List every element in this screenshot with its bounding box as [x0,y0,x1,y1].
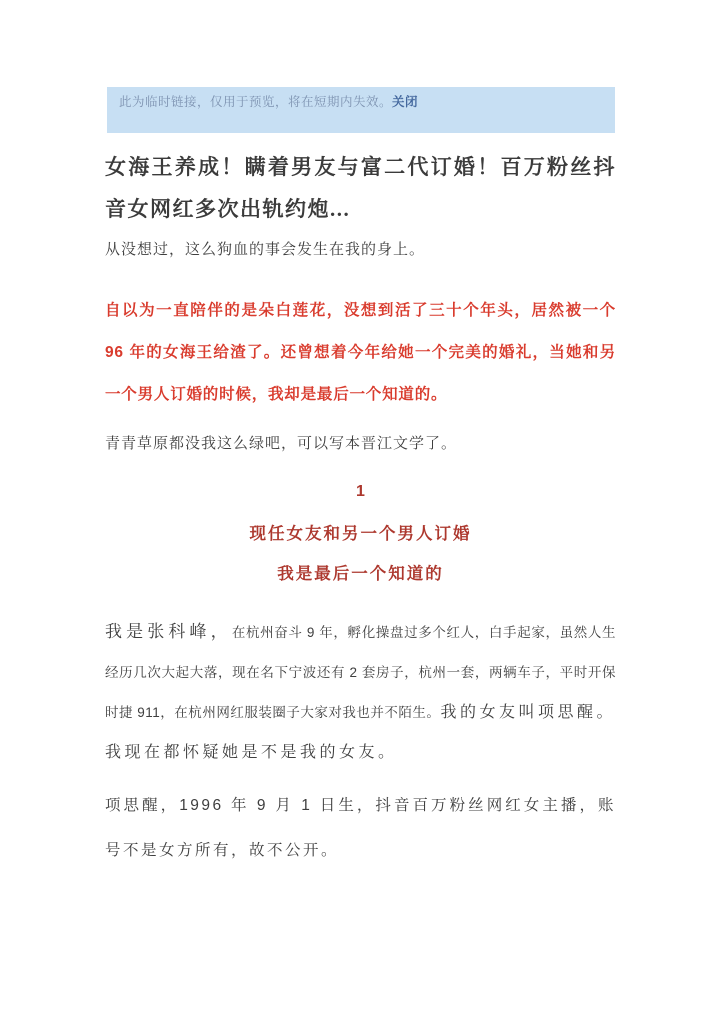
section-heading-line1: 现任女友和另一个男人订婚 [249,525,472,543]
remark-paragraph: 青青草原都没我这么绿吧，可以写本晋江文学了。 [105,435,458,452]
intro-paragraph: 从没想过，这么狗血的事会发生在我的身上。 [105,241,426,258]
article-title: 女海王养成！瞒着男友与富二代订婚！百万粉丝抖音女网红多次出轨约炮... [105,155,616,221]
banner-message: 此为临时链接，仅用于预览，将在短期内失效。 [119,95,393,109]
body-paragraph-1-part1: 我是张科峰， [105,622,232,641]
body-paragraph-1-part2: 在杭州奋斗 9 年，孵化操盘过多个红人，白手起家，虽然人生经历几次大起大落，现在名下宁波还有 2 套房子，杭州一套，两辆车子，平时开保时捷 911，在杭州网红服装圈子大家对我也并不陌生。 [105,625,617,720]
temporary-link-banner [107,87,615,133]
highlight-paragraph: 自以为一直陪伴的是朵白莲花，没想到活了三十个年头，居然被一个 96 年的女海王给渣了。还曾想着今年给她一个完美的婚礼，当她和另一个男人订婚的时候，我却是最后一个知道的。 [105,302,616,403]
body-paragraph-1 [105,612,616,773]
section-number: 1 [356,483,365,500]
section-heading-line2: 我是最后一个知道的 [277,565,444,583]
body-paragraph-2: 项思醒，1996 年 9 月 1 日生，抖音百万粉丝网红女主播，账号不是女方所有，故不公开。 [105,797,616,859]
body-paragraph-1-part3: 我的女友叫项思醒。我现在都怀疑她是不是我的女友。 [105,704,616,761]
article-body [105,146,616,873]
banner-close-link[interactable]: 关闭 [392,95,419,109]
section-heading [105,480,616,586]
